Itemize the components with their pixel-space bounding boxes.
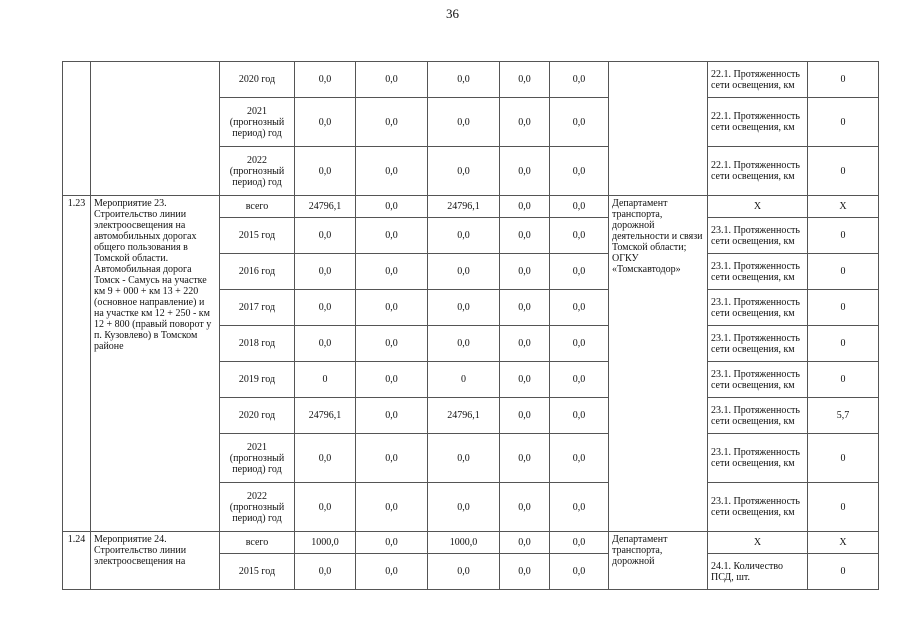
funding-value-1: 0,0 (295, 326, 356, 362)
indicator-name: 23.1. Протяженность сети освещения, км (708, 290, 808, 326)
funding-value-1: 0,0 (295, 554, 356, 590)
funding-value-3: 0,0 (428, 434, 500, 483)
funding-value-3: 0,0 (428, 290, 500, 326)
funding-value-4: 0,0 (500, 554, 550, 590)
indicator-name: X (708, 532, 808, 554)
funding-value-5: 0,0 (550, 98, 609, 147)
funding-value-4: 0,0 (500, 62, 550, 98)
row-number (63, 62, 91, 196)
funding-value-3: 0,0 (428, 554, 500, 590)
funding-value-4: 0,0 (500, 98, 550, 147)
funding-value-5: 0,0 (550, 218, 609, 254)
funding-value-4: 0,0 (500, 290, 550, 326)
funding-value-1: 0,0 (295, 62, 356, 98)
funding-value-1: 0,0 (295, 434, 356, 483)
period-cell: 2015 год (220, 218, 295, 254)
indicator-value: 0 (808, 62, 879, 98)
funding-value-1: 1000,0 (295, 532, 356, 554)
funding-value-1: 0,0 (295, 290, 356, 326)
funding-value-1: 0,0 (295, 218, 356, 254)
funding-value-1: 24796,1 (295, 398, 356, 434)
period-cell: всего (220, 196, 295, 218)
indicator-value: 0 (808, 290, 879, 326)
funding-value-5: 0,0 (550, 554, 609, 590)
funding-value-4: 0,0 (500, 362, 550, 398)
funding-value-4: 0,0 (500, 196, 550, 218)
funding-value-5: 0,0 (550, 398, 609, 434)
period-cell: 2022 (прогнозный период) год (220, 147, 295, 196)
funding-value-2: 0,0 (356, 362, 428, 398)
funding-value-2: 0,0 (356, 254, 428, 290)
funding-value-5: 0,0 (550, 326, 609, 362)
funding-value-4: 0,0 (500, 532, 550, 554)
funding-value-3: 24796,1 (428, 196, 500, 218)
funding-value-2: 0,0 (356, 398, 428, 434)
row-number: 1.24 (63, 532, 91, 590)
funding-value-2: 0,0 (356, 483, 428, 532)
funding-value-3: 24796,1 (428, 398, 500, 434)
period-cell: 2020 год (220, 62, 295, 98)
funding-value-5: 0,0 (550, 254, 609, 290)
funding-value-4: 0,0 (500, 254, 550, 290)
indicator-value: 0 (808, 254, 879, 290)
indicator-value: 0 (808, 147, 879, 196)
period-cell: 2019 год (220, 362, 295, 398)
funding-value-4: 0,0 (500, 434, 550, 483)
funding-value-4: 0,0 (500, 326, 550, 362)
indicator-name: 23.1. Протяженность сети освещения, км (708, 254, 808, 290)
funding-value-5: 0,0 (550, 196, 609, 218)
indicator-value: 0 (808, 554, 879, 590)
funding-value-3: 0,0 (428, 254, 500, 290)
page-number: 36 (446, 6, 459, 21)
indicator-value: 0 (808, 434, 879, 483)
funding-value-2: 0,0 (356, 218, 428, 254)
indicator-name: 23.1. Протяженность сети освещения, км (708, 218, 808, 254)
funding-value-2: 0,0 (356, 147, 428, 196)
funding-value-2: 0,0 (356, 434, 428, 483)
funding-value-5: 0,0 (550, 147, 609, 196)
funding-value-3: 0,0 (428, 326, 500, 362)
table-row (63, 532, 879, 554)
funding-value-1: 0,0 (295, 254, 356, 290)
funding-value-2: 0,0 (356, 290, 428, 326)
funding-value-2: 0,0 (356, 196, 428, 218)
period-cell: 2016 год (220, 254, 295, 290)
indicator-value: X (808, 532, 879, 554)
period-cell: 2017 год (220, 290, 295, 326)
indicator-name: 23.1. Протяженность сети освещения, км (708, 483, 808, 532)
funding-value-5: 0,0 (550, 290, 609, 326)
funding-value-1: 0,0 (295, 483, 356, 532)
period-cell: 2021 (прогнозный период) год (220, 98, 295, 147)
measure-description: Мероприятие 23. Строительство линии электроосвещения на автомобильных дорогах общего пользования в Томской области. Автомобильная дорога Томск - Самусь на участке км 9 + 000 + км 13 + 220 (основное направление) и на участке км 12 + 250 - км 12 + 800 (правый поворот у п. Кузовлево) в Томском районе (91, 196, 220, 532)
funding-value-3: 1000,0 (428, 532, 500, 554)
funding-value-1: 0 (295, 362, 356, 398)
indicator-value: 0 (808, 362, 879, 398)
funding-value-3: 0,0 (428, 147, 500, 196)
indicator-value: 0 (808, 98, 879, 147)
funding-value-3: 0,0 (428, 98, 500, 147)
funding-value-1: 24796,1 (295, 196, 356, 218)
executor-cell (609, 62, 708, 196)
indicator-name: 22.1. Протяженность сети освещения, км (708, 98, 808, 147)
funding-value-2: 0,0 (356, 98, 428, 147)
period-cell: 2015 год (220, 554, 295, 590)
funding-value-1: 0,0 (295, 98, 356, 147)
indicator-value: X (808, 196, 879, 218)
funding-value-5: 0,0 (550, 434, 609, 483)
indicator-name: 23.1. Протяженность сети освещения, км (708, 326, 808, 362)
program-table (62, 61, 879, 590)
funding-value-3: 0 (428, 362, 500, 398)
funding-value-4: 0,0 (500, 218, 550, 254)
funding-value-5: 0,0 (550, 483, 609, 532)
table-row (63, 62, 879, 98)
period-cell: 2022 (прогнозный период) год (220, 483, 295, 532)
row-number: 1.23 (63, 196, 91, 532)
period-cell: 2018 год (220, 326, 295, 362)
table-row (63, 196, 879, 218)
funding-value-5: 0,0 (550, 62, 609, 98)
funding-value-4: 0,0 (500, 398, 550, 434)
measure-description (91, 62, 220, 196)
indicator-value: 5,7 (808, 398, 879, 434)
funding-value-1: 0,0 (295, 147, 356, 196)
indicator-name: 23.1. Протяженность сети освещения, км (708, 434, 808, 483)
funding-value-2: 0,0 (356, 62, 428, 98)
indicator-value: 0 (808, 218, 879, 254)
funding-value-3: 0,0 (428, 218, 500, 254)
indicator-name: 23.1. Протяженность сети освещения, км (708, 398, 808, 434)
indicator-value: 0 (808, 483, 879, 532)
executor-cell: Департамент транспорта, дорожной деятельности и связи Томской области; ОГКУ «Томскавтодор» (609, 196, 708, 532)
executor-cell: Департамент транспорта, дорожной (609, 532, 708, 590)
indicator-name: X (708, 196, 808, 218)
indicator-value: 0 (808, 326, 879, 362)
indicator-name: 24.1. Количество ПСД, шт. (708, 554, 808, 590)
funding-value-4: 0,0 (500, 147, 550, 196)
funding-value-3: 0,0 (428, 62, 500, 98)
funding-value-3: 0,0 (428, 483, 500, 532)
period-cell: всего (220, 532, 295, 554)
funding-value-5: 0,0 (550, 362, 609, 398)
funding-value-2: 0,0 (356, 554, 428, 590)
indicator-name: 22.1. Протяженность сети освещения, км (708, 62, 808, 98)
measure-description: Мероприятие 24. Строительство линии электроосвещения на (91, 532, 220, 590)
indicator-name: 23.1. Протяженность сети освещения, км (708, 362, 808, 398)
period-cell: 2021 (прогнозный период) год (220, 434, 295, 483)
funding-value-5: 0,0 (550, 532, 609, 554)
funding-value-2: 0,0 (356, 532, 428, 554)
indicator-name: 22.1. Протяженность сети освещения, км (708, 147, 808, 196)
funding-value-2: 0,0 (356, 326, 428, 362)
period-cell: 2020 год (220, 398, 295, 434)
funding-value-4: 0,0 (500, 483, 550, 532)
